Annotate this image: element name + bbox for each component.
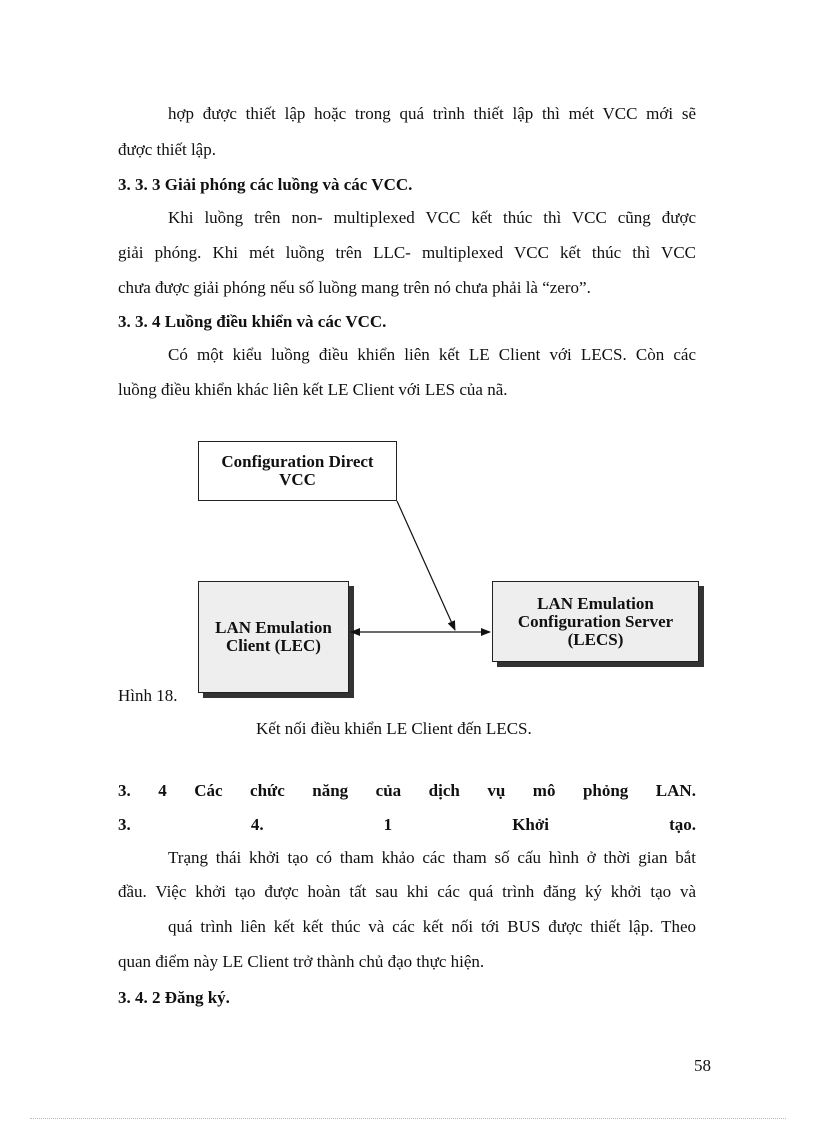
heading-word: phỏng — [582, 781, 629, 800]
box-label: Configuration Server — [517, 611, 674, 631]
box-label: LAN Emulation — [215, 618, 332, 637]
paragraph-line: Khi luồng trên non- multiplexed VCC kết thúc thì VCC cũng được — [168, 208, 696, 227]
paragraph-line: đầu. Việc khởi tạo được hoàn tất sau khi các quá trình đăng ký khởi tạo và — [118, 882, 696, 901]
paragraph-line: chưa được giải phóng nếu số luồng mang trên nó chưa phải là “zero”. — [118, 278, 591, 297]
heading-word: dịch — [428, 781, 460, 800]
figure-caption: Kết nối điều khiển LE Client đến LECS. — [256, 719, 532, 738]
section-heading-3-4-1 — [118, 815, 696, 835]
figure-label: Hình 18. — [118, 686, 178, 705]
paragraph-line: hợp được thiết lập hoặc trong quá trình thiết lập thì mét VCC mới sẽ — [168, 104, 696, 123]
section-heading-3-3-3: 3. 3. 3 Giải phóng các luồng và các VCC. — [118, 175, 413, 194]
config-direct-arrow — [397, 501, 455, 630]
paragraph-line: được thiết lập. — [118, 140, 216, 159]
paragraph-line: luồng điều khiển khác liên kết LE Client với LES của nã. — [118, 380, 508, 399]
paragraph-line: Có một kiểu luồng điều khiển liên kết LE Client với LECS. Còn các — [168, 345, 696, 364]
heading-word: Khởi — [512, 815, 550, 834]
paragraph-line: quá trình liên kết kết thúc và các kết nối tới BUS được thiết lập. Theo — [168, 917, 696, 936]
heading-word: 3. — [118, 781, 131, 800]
heading-word: 3. — [118, 815, 131, 834]
box-label: Configuration Direct — [221, 452, 374, 471]
box-label: Client (LEC) — [226, 636, 321, 655]
box-label: (LECS) — [567, 629, 624, 649]
section-heading-3-4 — [118, 781, 696, 801]
page-number: 58 — [694, 1056, 711, 1075]
heading-word: Các — [194, 781, 223, 800]
footer-divider — [30, 1118, 786, 1119]
heading-word: LAN. — [655, 781, 696, 800]
heading-word: vụ — [487, 781, 506, 800]
heading-word: 4. — [250, 815, 264, 834]
paragraph-line: Trạng thái khởi tạo có tham khảo các tham số cấu hình ở thời gian bắt — [168, 848, 696, 867]
heading-word: 4 — [158, 781, 167, 800]
section-heading-3-4-2: 3. 4. 2 Đăng ký. — [118, 988, 230, 1007]
heading-word: năng — [312, 781, 349, 800]
heading-word: tạo. — [669, 815, 696, 834]
box-label: VCC — [279, 470, 316, 489]
heading-word: mô — [532, 781, 556, 800]
box-label: LAN Emulation — [537, 593, 654, 613]
heading-word: của — [375, 781, 402, 800]
heading-word: 1 — [383, 815, 393, 834]
heading-word: chức — [250, 781, 285, 800]
paragraph-line: giải phóng. Khi mét luồng trên LLC- multiplexed VCC kết thúc thì VCC — [118, 243, 696, 262]
paragraph-line: quan điểm này LE Client trở thành chủ đạo thực hiện. — [118, 952, 485, 971]
section-heading-3-3-4: 3. 3. 4 Luồng điều khiển và các VCC. — [118, 312, 387, 331]
